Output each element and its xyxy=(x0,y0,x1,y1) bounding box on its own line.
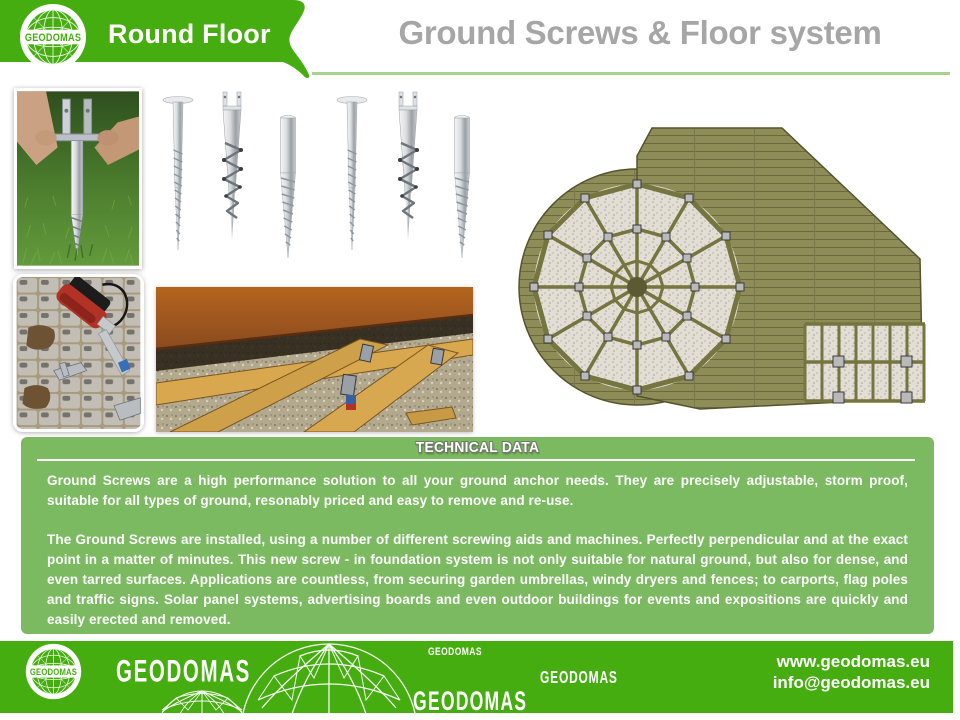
photo-round-floor-plan xyxy=(515,96,940,436)
footer-band xyxy=(0,641,953,713)
website-link[interactable]: www.geodomas.eu xyxy=(776,652,930,671)
heading-separator-line xyxy=(37,459,915,461)
photo-floor-substructure xyxy=(156,287,473,432)
geodomas-stamp-logo-icon xyxy=(19,3,87,71)
photo-ground-screw-models xyxy=(152,88,474,288)
photo-ground-screw-in-grass xyxy=(14,88,142,269)
photo-screw-driver-machine xyxy=(13,274,144,432)
technical-data-heading: TECHNICAL DATA xyxy=(415,439,540,456)
footer-wordmark-small: GEODOMAS xyxy=(428,646,482,659)
product-label: Round Floor xyxy=(108,19,271,49)
footer-wordmark-medium: GEODOMAS xyxy=(540,668,618,688)
paragraph-ground-screws-intro: Ground Screws are a high performance solution to all your ground anchor needs. They are precisely adjustable, storm proof, suitable for all types of ground, resonably priced and easy to remove and re-use. xyxy=(47,473,908,508)
title-underline xyxy=(312,72,950,75)
technical-data-panel xyxy=(21,437,934,634)
footer-stamp-text: GEODOMAS xyxy=(29,666,78,677)
email-link[interactable]: info@geodomas.eu xyxy=(772,673,930,692)
page-title: Ground Screws & Floor system xyxy=(398,14,882,51)
geodesic-dome-icon-small xyxy=(150,688,254,713)
paragraph-installation-applications: The Ground Screws are installed, using a number of different screwing aids and machines. Perfectly perpendicular and at the exact point in a matter of minutes. This new screw - in foundation system is not only suitable for natural ground, but also for dense, and even tarred surfaces. Applications are countless, from securing garden umbrellas, windy dryers and fences; to carports, flag poles and traffic signs. Solar panel systems, advertising boards and even outdoor buildings for events and expositions are quickly and easily erected and removed. xyxy=(47,532,908,627)
stamp-logo-text: GEODOMAS xyxy=(24,31,82,44)
rect-grid-extension xyxy=(805,324,925,403)
footer-wordmark-main: GEODOMAS xyxy=(116,654,251,689)
footer-stamp-logo-icon xyxy=(25,643,82,700)
footer-wordmark-large: GEODOMAS xyxy=(413,686,528,713)
geodesic-dome-icon-large xyxy=(238,641,420,713)
contact-block xyxy=(773,651,930,693)
